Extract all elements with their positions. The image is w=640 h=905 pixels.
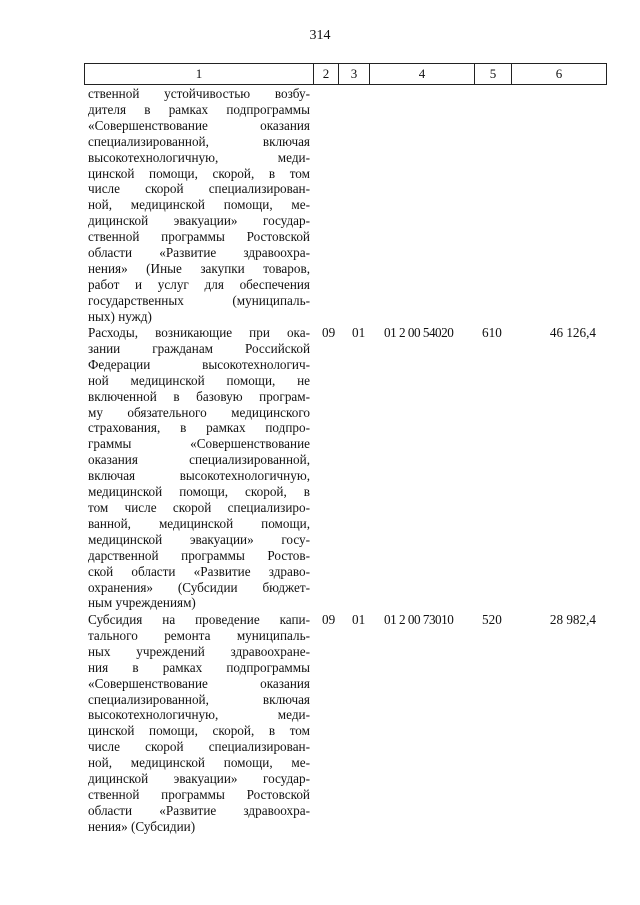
expense-type-code: 520 (482, 612, 502, 627)
target-item-code: 01 2 00 73010 (384, 612, 454, 627)
description-line: «Совершенствование оказания (88, 117, 310, 133)
description-line: граммы «Совершенствование (88, 436, 310, 452)
table-row (88, 86, 608, 325)
description-line: «Совершенствование оказания (88, 675, 310, 691)
description-line: ственной программы Ростовской (88, 229, 310, 245)
subsection-code: 01 (352, 325, 366, 340)
column-header-2: 2 (314, 64, 339, 85)
section-code: 09 (322, 612, 336, 627)
description-line: включенной в базовую програм- (88, 388, 310, 404)
description-line: государственных (муниципаль- (88, 292, 310, 308)
table-row (88, 325, 608, 611)
column-header-4: 4 (370, 64, 475, 85)
section-code: 09 (322, 325, 336, 340)
description-line: области «Развитие здравоохра- (88, 802, 310, 818)
description-line: нения» (Иные закупки товаров, (88, 260, 310, 276)
column-header-table (84, 63, 607, 85)
description-line: дарственной программы Ростов- (88, 547, 310, 563)
description-line: Субсидия на проведение капи- (88, 612, 310, 627)
description-line: высокотехнологичную, меди- (88, 149, 310, 165)
column-header-3: 3 (339, 64, 370, 85)
description-line: области «Развитие здравоохра- (88, 245, 310, 261)
description-line: оказания специализированной, (88, 452, 310, 468)
column-header-5: 5 (475, 64, 512, 85)
description-line: медицинской эвакуации» госу- (88, 531, 310, 547)
description-line: специализированной, включая (88, 691, 310, 707)
amount: 46 126,4 (549, 325, 596, 340)
description-line: дителя в рамках подпрограммы (88, 101, 310, 117)
table-row (88, 612, 608, 835)
row-description (88, 325, 310, 611)
column-header-6: 6 (512, 64, 607, 85)
subsection-code: 01 (352, 612, 366, 627)
column-header-row (85, 64, 607, 85)
description-line: цинской помощи, скорой, в том (88, 165, 310, 181)
description-line: ственной устойчивостью возбу- (88, 86, 310, 101)
description-line: зании гражданам Российской (88, 340, 310, 356)
description-line: ственной программы Ростовской (88, 786, 310, 802)
description-line: охранения» (Субсидии бюджет- (88, 579, 310, 595)
description-line: ных учреждений здравоохране- (88, 643, 310, 659)
description-line: Расходы, возникающие при ока- (88, 325, 310, 340)
page-number: 314 (309, 28, 331, 43)
description-line: ной, медицинской помощи, ме- (88, 755, 310, 771)
description-line: ской области «Развитие здраво- (88, 563, 310, 579)
description-line: числе скорой специализирован- (88, 181, 310, 197)
description-line: работ и услуг для обеспечения (88, 276, 310, 292)
description-line: медицинской помощи, скорой, в (88, 484, 310, 500)
description-line: тального ремонта муниципаль- (88, 627, 310, 643)
description-line: высокотехнологичную, меди- (88, 707, 310, 723)
column-header-1: 1 (85, 64, 314, 85)
expense-type-code: 610 (482, 325, 502, 340)
amount: 28 982,4 (549, 612, 596, 627)
description-line: нения» (Субсидии) (88, 818, 196, 834)
description-line: ным учреждениям) (88, 595, 196, 611)
row-description (88, 86, 310, 325)
description-line: числе скорой специализирован- (88, 739, 310, 755)
description-line: специализированной, включая (88, 133, 310, 149)
description-line: включая высокотехнологичную, (88, 468, 310, 484)
target-item-code: 01 2 00 54020 (384, 325, 454, 340)
description-line: том числе скорой специализиро- (88, 499, 310, 515)
description-line: ной, медицинской помощи, ме- (88, 197, 310, 213)
description-line: ния в рамках подпрограммы (88, 659, 310, 675)
description-line: дицинской эвакуации» государ- (88, 213, 310, 229)
row-description (88, 612, 310, 835)
description-line: ной медицинской помощи, не (88, 372, 310, 388)
description-line: страхования, в рамках подпро- (88, 420, 310, 436)
description-line: му обязательного медицинского (88, 404, 310, 420)
description-line: дицинской эвакуации» государ- (88, 771, 310, 787)
description-line: ванной, медицинской помощи, (88, 515, 310, 531)
description-line: ных) нужд) (88, 308, 152, 324)
description-line: цинской помощи, скорой, в том (88, 723, 310, 739)
description-line: Федерации высокотехнологич- (88, 356, 310, 372)
